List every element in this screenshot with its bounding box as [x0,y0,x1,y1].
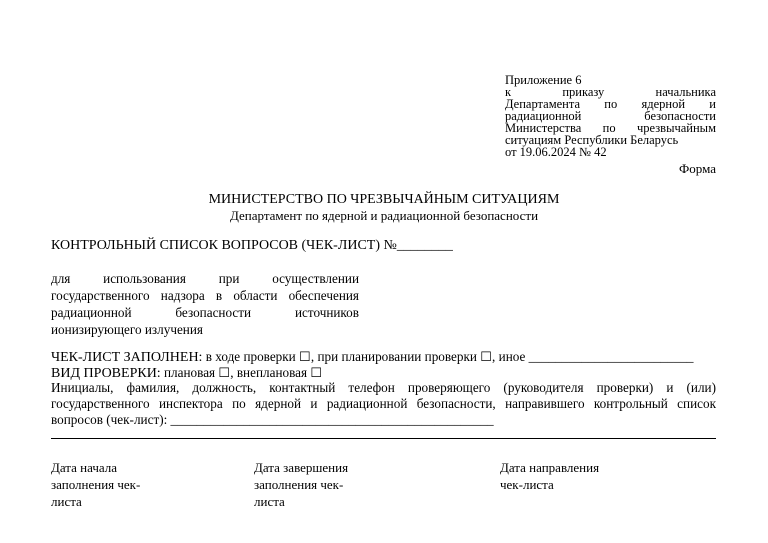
inspector-line: Инициалы, фамилия, должность, контактный телефон проверяющего (руководителя проверки) и (или) [51,380,716,395]
annex-line: ситуациям Республики Беларусь [505,133,679,147]
checklist-filled-label: ЧЕК-ЛИСТ ЗАПОЛНЕН: [51,350,203,365]
inspector-line: вопросов (чек-лист): _________________________________________________ [51,412,494,427]
department-heading: Департамент по ядерной и радиационной безопасности [229,208,539,223]
annex-block [505,74,716,158]
checklist-title: КОНТРОЛЬНЫЙ СПИСОК ВОПРОСОВ (ЧЕК-ЛИСТ) №________ [51,238,453,253]
purpose-line: для использования при осуществлении [51,271,359,286]
annex-line: к приказу начальника [505,85,716,99]
purpose-line: государственного надзора в области обеспечения [51,288,359,303]
annex-date-line: от 19.06.2024 № 42 [505,145,607,159]
date-label-line: листа [51,494,82,509]
purpose-line: радиационной безопасности источников [51,305,359,320]
annex-line: Департамента по ядерной и [505,97,716,111]
date-label-line: заполнения чек- [51,477,141,492]
purpose-line: ионизирующего излучения [51,322,203,337]
send-date-label [500,459,620,493]
ministry-heading: МИНИСТЕРСТВО ПО ЧРЕЗВЫЧАЙНЫМ СИТУАЦИЯМ [208,192,560,207]
checklist-filled-options: в ходе проверки ☐, при планировании проверки ☐, иное _________________________ [202,349,694,364]
annex-line: Министерства по чрезвычайным [505,121,716,135]
divider-line [51,438,716,439]
annex-line: радиационной безопасности [505,109,716,123]
check-kind-label: ВИД ПРОВЕРКИ: [51,366,161,381]
annex-title: Приложение 6 [505,73,582,87]
date-label-line: чек-листа [500,477,554,492]
inspector-line: государственного инспектора по ядерной и радиационной безопасности, направившего контрольный список [51,396,716,411]
date-label-line: листа [254,494,285,509]
end-date-label [254,459,364,510]
inspector-block [51,380,716,428]
form-label: Форма [679,161,716,176]
check-kind-options: плановая ☐, внеплановая ☐ [160,365,323,380]
checklist-filled-row [51,349,694,366]
date-label-line: Дата направления [500,460,600,475]
date-label-line: заполнения чек- [254,477,344,492]
purpose-block [51,270,359,338]
date-label-line: Дата завершения [254,460,349,475]
start-date-label [51,459,161,510]
date-label-line: Дата начала [51,460,118,475]
